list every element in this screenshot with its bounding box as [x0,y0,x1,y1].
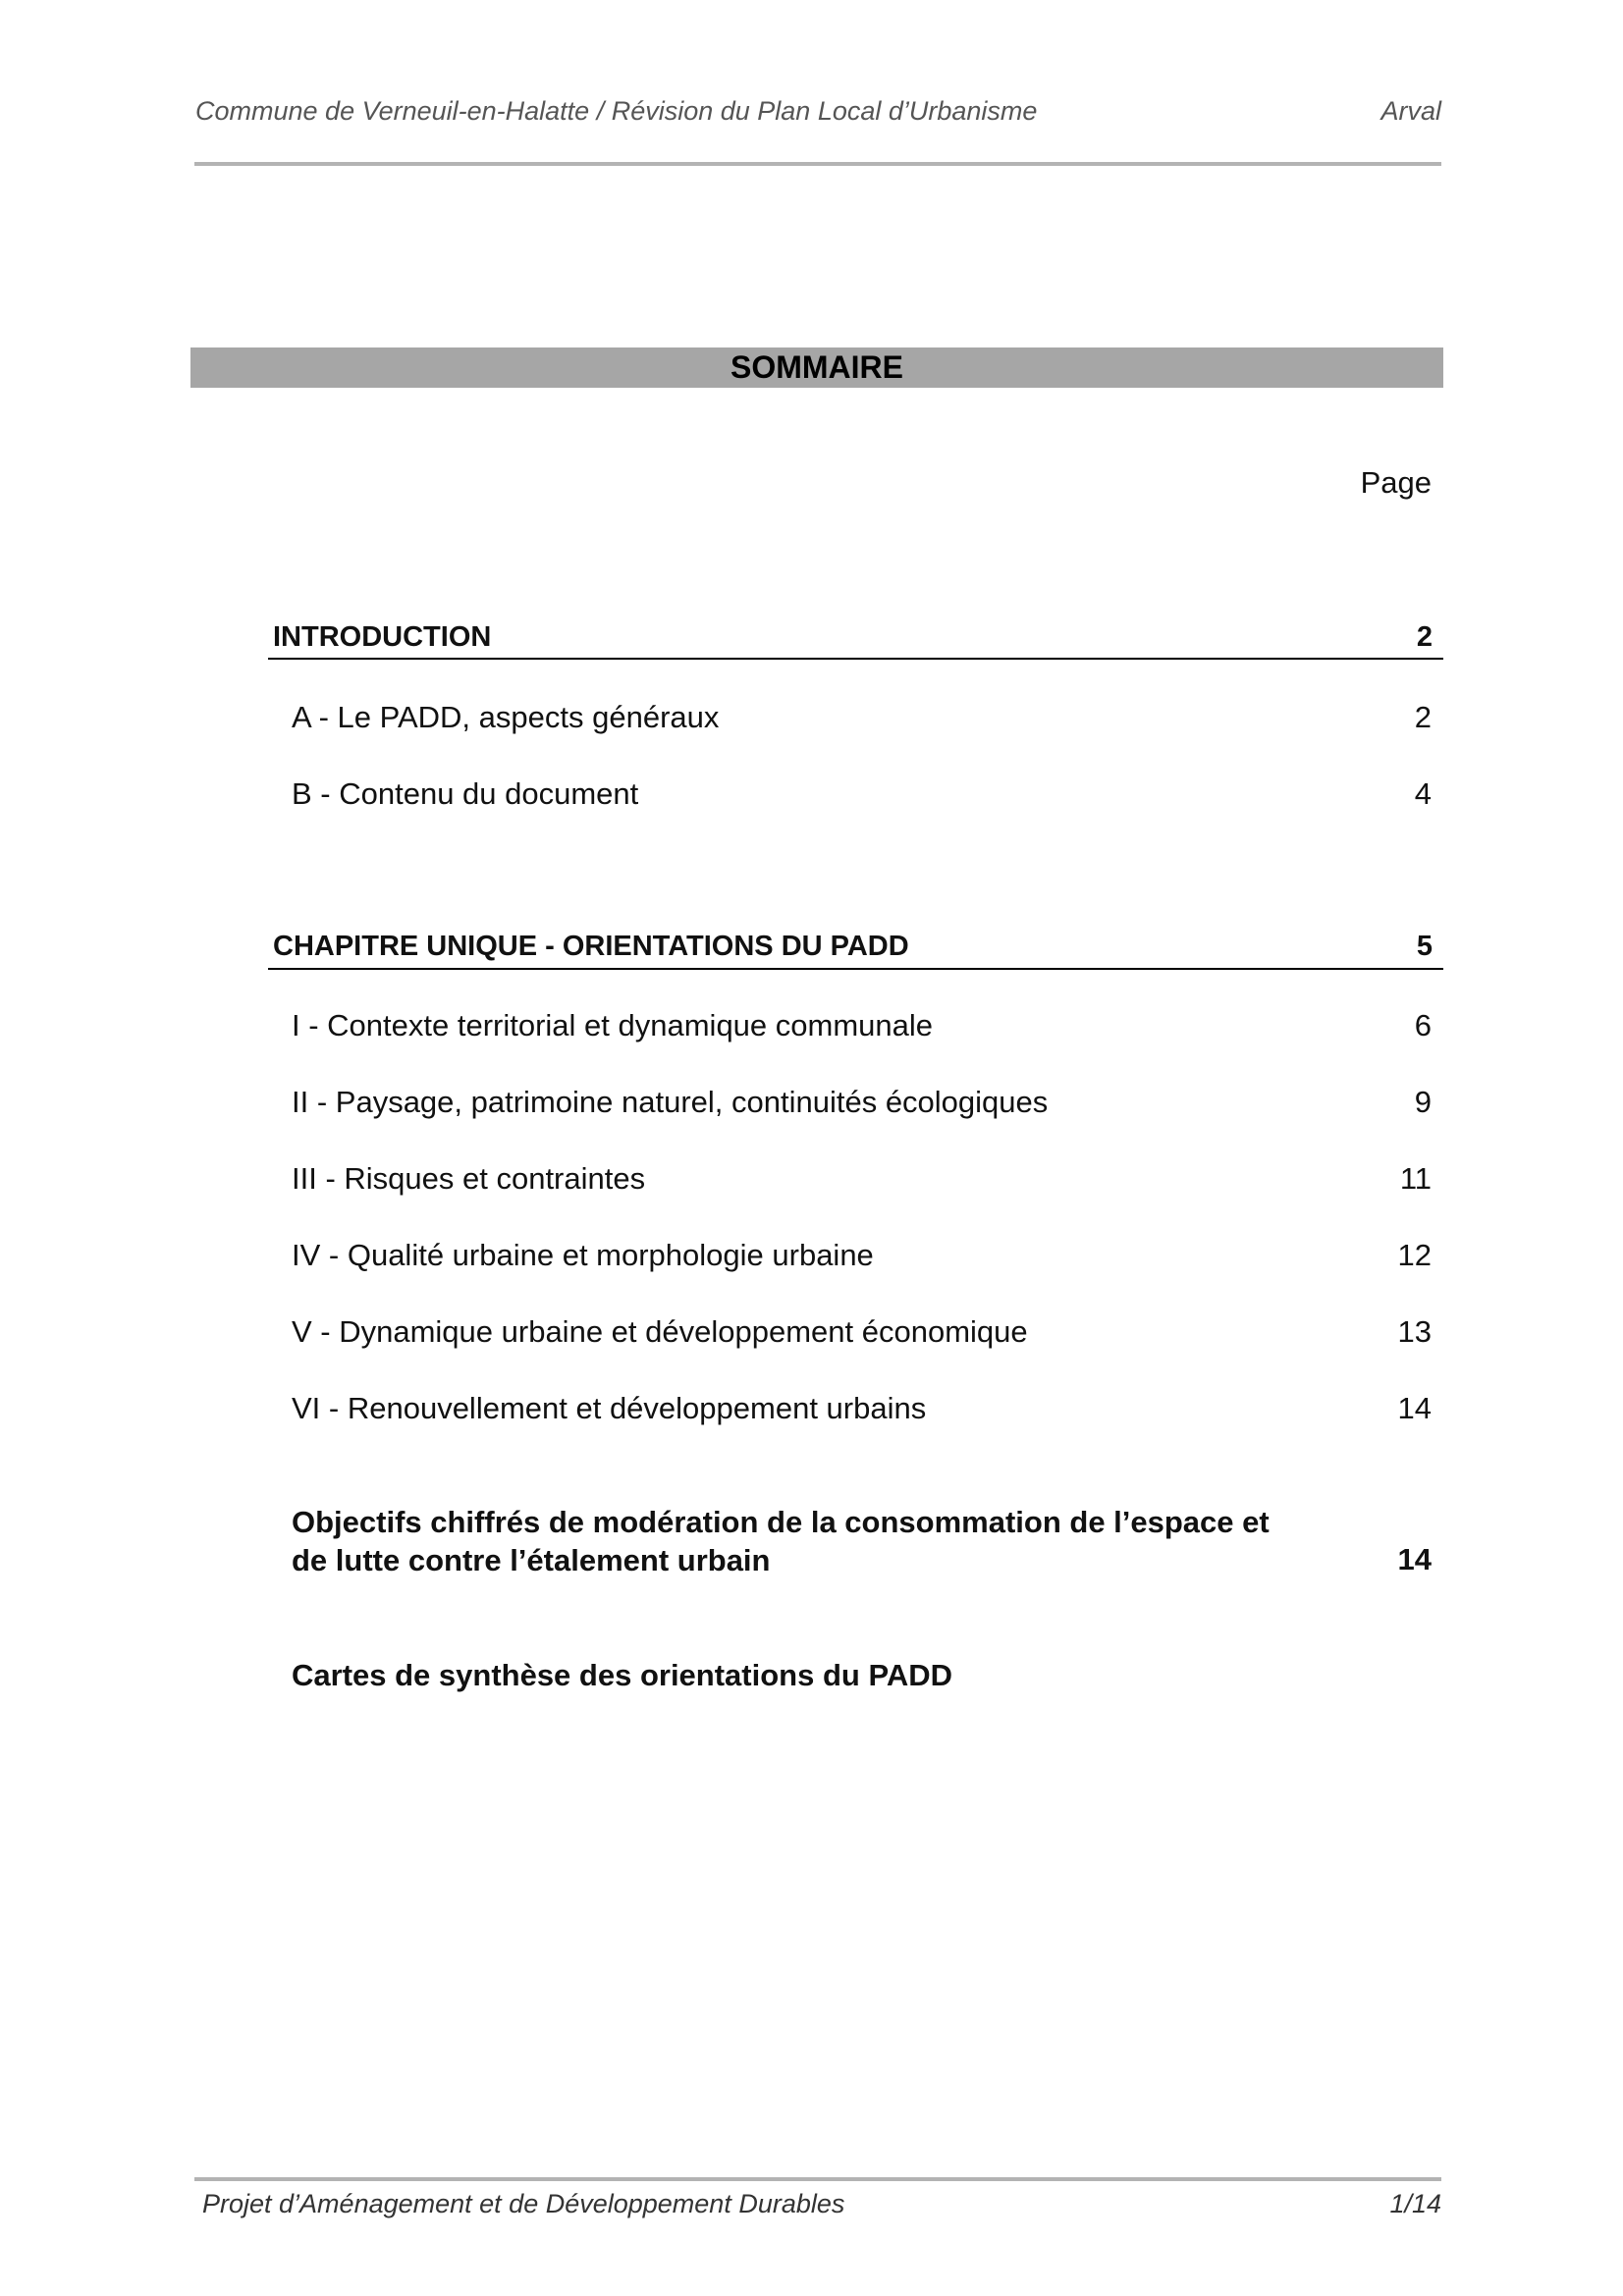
toc-entry-label: I - Contexte territorial et dynamique communale [292,1008,934,1042]
toc-entry-label: IV - Qualité urbaine et morphologie urbaine [292,1238,874,1272]
toc-entry-label: V - Dynamique urbaine et développement économique [292,1314,1028,1349]
toc-title: SOMMAIRE [190,347,1443,388]
toc-entry-maps[interactable]: Cartes de synthèse des orientations du PADD [292,1658,952,1692]
running-header-title: Commune de Verneuil-en-Halatte / Révision du Plan Local d’Urbanisme [195,96,1038,126]
toc-entry-page: 12 [1397,1238,1432,1272]
toc-entry-page: 13 [1397,1314,1432,1349]
toc-entry-page: 9 [1414,1085,1432,1119]
toc-entry-page: 14 [1397,1391,1432,1425]
running-footer-title: Projet d’Aménagement et de Développement Durables [202,2189,845,2218]
toc-entry-objectives-page: 14 [1397,1542,1432,1576]
footer-rule [194,2177,1441,2181]
toc-entry-page: 4 [1414,776,1432,811]
page-column-label: Page [1360,465,1432,500]
toc-section-page: 2 [1416,621,1433,653]
header-rule [194,162,1441,166]
toc-entry-label-line2: de lutte contre l’étalement urbain [292,1543,771,1577]
toc-section-title: INTRODUCTION [273,621,492,653]
page-number: 1/14 [1389,2189,1441,2218]
toc-section-page: 5 [1416,931,1433,962]
toc-entry-label: II - Paysage, patrimoine naturel, continuités écologiques [292,1085,1049,1119]
toc-entry-label-line1: Objectifs chiffrés de modération de la consommation de l’espace et [292,1505,1270,1539]
section-underline [268,968,1443,970]
toc-entry-page: 6 [1414,1008,1432,1042]
toc-entry-label: A - Le PADD, aspects généraux [292,700,720,734]
toc-entry-label: B - Contenu du document [292,776,639,811]
toc-section-title: CHAPITRE UNIQUE - ORIENTATIONS DU PADD [273,931,909,962]
toc-entry-page: 11 [1399,1161,1432,1196]
section-underline [268,658,1443,660]
toc-entry-objectives[interactable] [292,1503,1372,1579]
toc-entry-page: 2 [1414,700,1432,734]
toc-entry-label: III - Risques et contraintes [292,1161,646,1196]
running-header-author: Arval [1380,96,1441,126]
toc-entry-label: VI - Renouvellement et développement urbains [292,1391,927,1425]
